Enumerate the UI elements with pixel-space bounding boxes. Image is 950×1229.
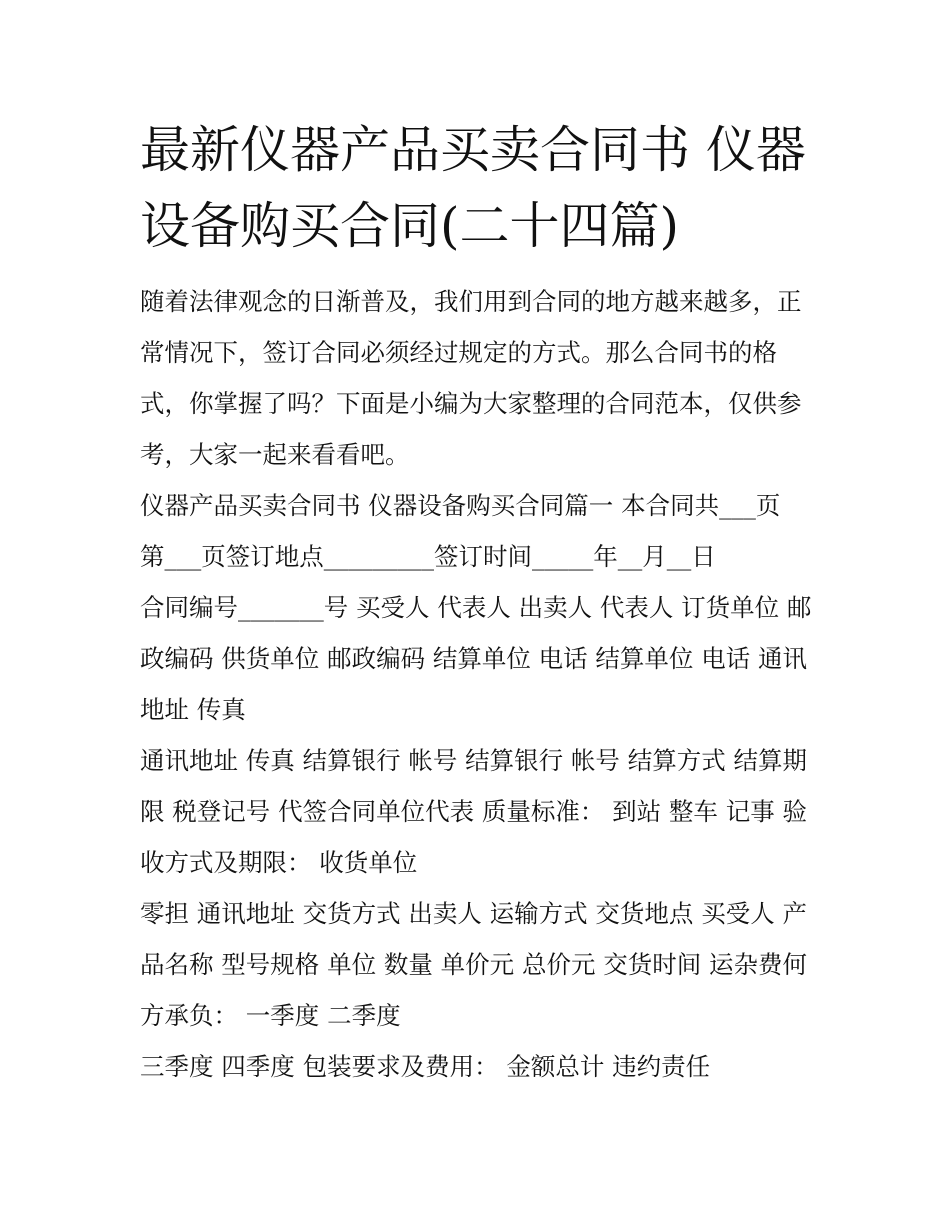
paragraph-packaging: [140, 1041, 820, 1092]
title-line-2: 设备购买合同(二十四篇): [140, 197, 680, 255]
title-line-1: 最新仪器产品买卖合同书 仪器: [140, 121, 806, 179]
text-line: 式，你掌握了吗？下面是小编为大家整理的合同范本，仅供参: [140, 389, 802, 418]
paragraph-contract-header: [140, 480, 820, 582]
text-line: 方承负： 一季度 二季度: [140, 1001, 401, 1030]
paragraph-intro: [140, 276, 820, 480]
text-line: 政编码 供货单位 邮政编码 结算单位 电话 结算单位 电话 通讯: [140, 644, 808, 673]
text-line: 通讯地址 传真 结算银行 帐号 结算银行 帐号 结算方式 结算期: [140, 746, 808, 775]
text-line: 三季度 四季度 包装要求及费用： 金额总计 违约责任: [140, 1052, 711, 1081]
text-line: 随着法律观念的日渐普及，我们用到合同的地方越来越多，正: [140, 287, 802, 316]
paragraph-delivery: [140, 888, 820, 1041]
text-line: 收方式及期限： 收货单位: [140, 848, 418, 877]
document-title: [140, 112, 820, 264]
text-line: 零担 通讯地址 交货方式 出卖人 运输方式 交货地点 买受人 产: [140, 899, 808, 928]
text-line: 常情况下，签订合同必须经过规定的方式。那么合同书的格: [140, 338, 777, 367]
text-line: 合同编号_______号 买受人 代表人 出卖人 代表人 订货单位 邮: [140, 593, 812, 622]
paragraph-parties: [140, 582, 820, 735]
text-line: 品名称 型号规格 单位 数量 单价元 总价元 交货时间 运杂费何: [140, 950, 808, 979]
text-line: 第___页签订地点_________签订时间_____年__月__日: [140, 542, 716, 571]
document-body: [140, 276, 820, 1092]
text-line: 考，大家一起来看看吧。: [140, 440, 410, 469]
text-line: 限 税登记号 代签合同单位代表 质量标准： 到站 整车 记事 验: [140, 797, 808, 826]
text-line: 仪器产品买卖合同书 仪器设备购买合同篇一 本合同共___页: [140, 491, 781, 520]
text-line: 地址 传真: [140, 695, 246, 724]
paragraph-settlement: [140, 735, 820, 888]
